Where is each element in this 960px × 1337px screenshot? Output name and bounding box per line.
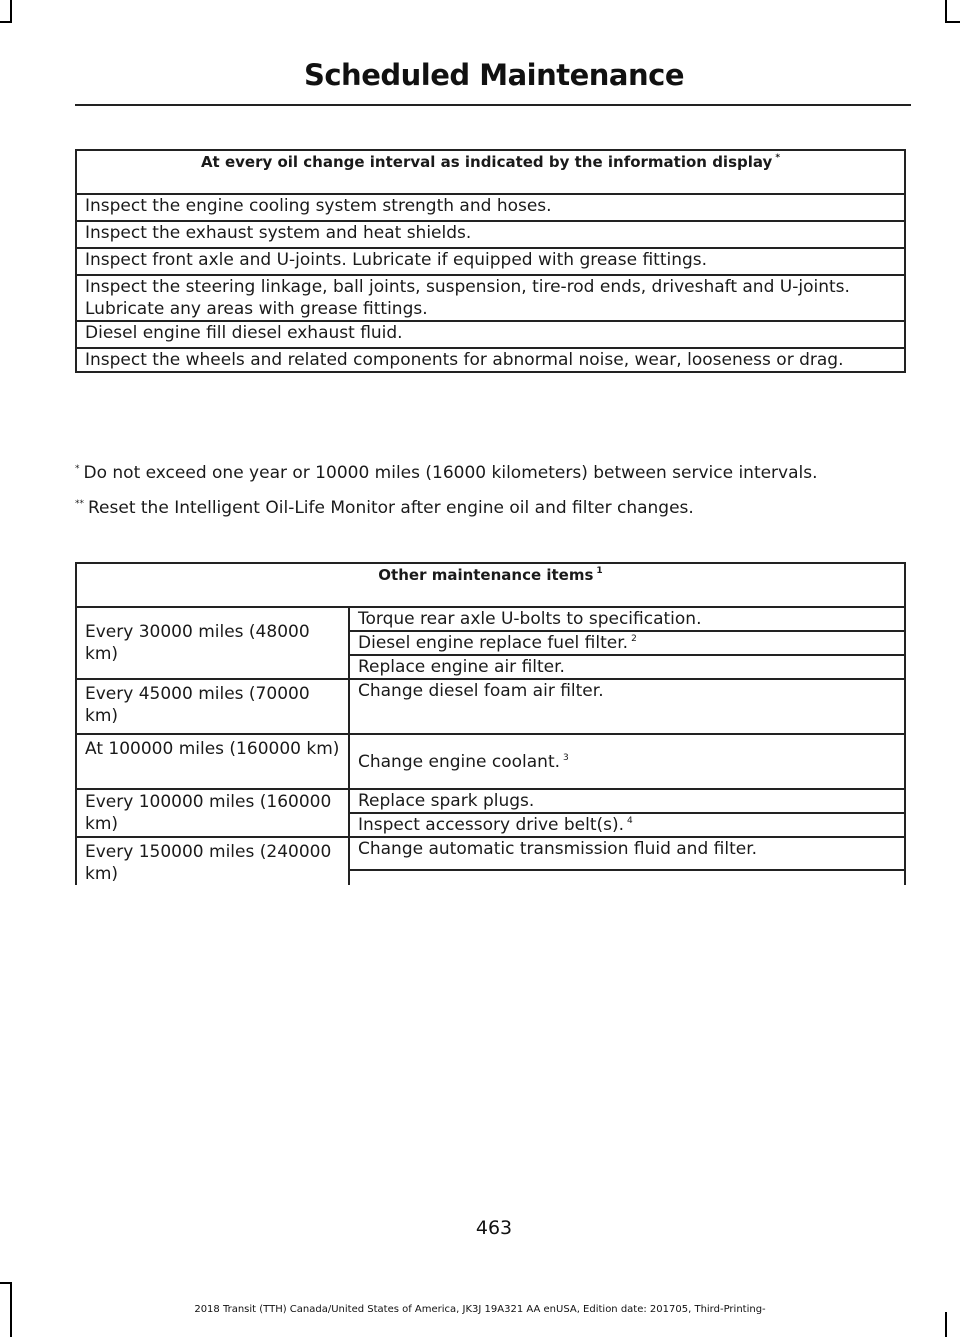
item-cell: Diesel engine replace fuel filter. $^2$ — [349, 631, 905, 655]
footnote-mark: * — [775, 153, 781, 163]
footnote-mark: ** — [75, 499, 84, 509]
table-row: Inspect front axle and U-joints. Lubricate if equipped with grease fittings. — [76, 248, 905, 275]
page-number: 463 — [475, 1217, 513, 1239]
footnote: * Do not exceed one year or 10000 miles (16000 kilometers) between service intervals. — [75, 463, 818, 483]
crop-mark — [0, 1282, 12, 1284]
crop-mark — [10, 0, 12, 22]
other-maintenance-table — [75, 562, 906, 885]
table-heading: At every oil change interval as indicated by the information display * — [76, 150, 905, 194]
footnote-mark: 2 — [631, 634, 637, 644]
footnote-mark: 1 — [596, 566, 603, 576]
interval-cell: At 100000 miles (160000 km) — [76, 734, 349, 789]
table-heading: Other maintenance items $^1$ — [76, 563, 905, 607]
footnote-mark: 3 — [563, 752, 569, 763]
table-row: Inspect the engine cooling system strength and hoses. — [76, 194, 905, 221]
empty-cell — [349, 870, 905, 885]
crop-mark — [945, 21, 960, 23]
interval-cell: Every 30000 miles (48000 km) — [76, 607, 349, 679]
footnote-mark: 4 — [627, 816, 633, 826]
item-cell: Change automatic transmission fluid and filter. — [349, 837, 905, 870]
crop-mark — [945, 0, 947, 22]
table-row: Inspect the wheels and related components for abnormal noise, wear, looseness or drag. — [76, 348, 905, 372]
item-cell: Replace spark plugs. — [349, 789, 905, 813]
crop-mark — [0, 21, 12, 23]
table-row: Inspect the steering linkage, ball joints, suspension, tire-rod ends, driveshaft and U-joints. Lubricate any areas with grease fittings. — [76, 275, 905, 321]
item-cell: Replace engine air filter. — [349, 655, 905, 679]
table-row: Diesel engine fill diesel exhaust fluid. — [76, 321, 905, 348]
item-cell: Change engine coolant. $^3$ — [349, 734, 905, 789]
interval-cell: Every 45000 miles (70000 km) — [76, 679, 349, 734]
item-cell: Change diesel foam air filter. — [349, 679, 905, 734]
oil-change-table — [75, 149, 906, 373]
footnote-mark: * — [75, 464, 80, 474]
table-row: Inspect the exhaust system and heat shields. — [76, 221, 905, 248]
crop-mark — [945, 1312, 947, 1337]
title-divider — [75, 104, 911, 106]
interval-cell: Every 150000 miles (240000 km) — [76, 837, 349, 885]
item-cell: Torque rear axle U-bolts to specification. — [349, 607, 905, 631]
item-cell: Inspect accessory drive belt(s). $^4$ — [349, 813, 905, 837]
interval-cell: Every 100000 miles (160000 km) — [76, 789, 349, 837]
page-footer: 2018 Transit (TTH) Canada/United States of America, JK3J 19A321 AA enUSA, Edition date: 201705, Third-Printing- — [194, 1304, 766, 1315]
footnote: ** Reset the Intelligent Oil-Life Monitor after engine oil and filter changes. — [75, 498, 694, 518]
page-title: Scheduled Maintenance — [303, 58, 685, 92]
